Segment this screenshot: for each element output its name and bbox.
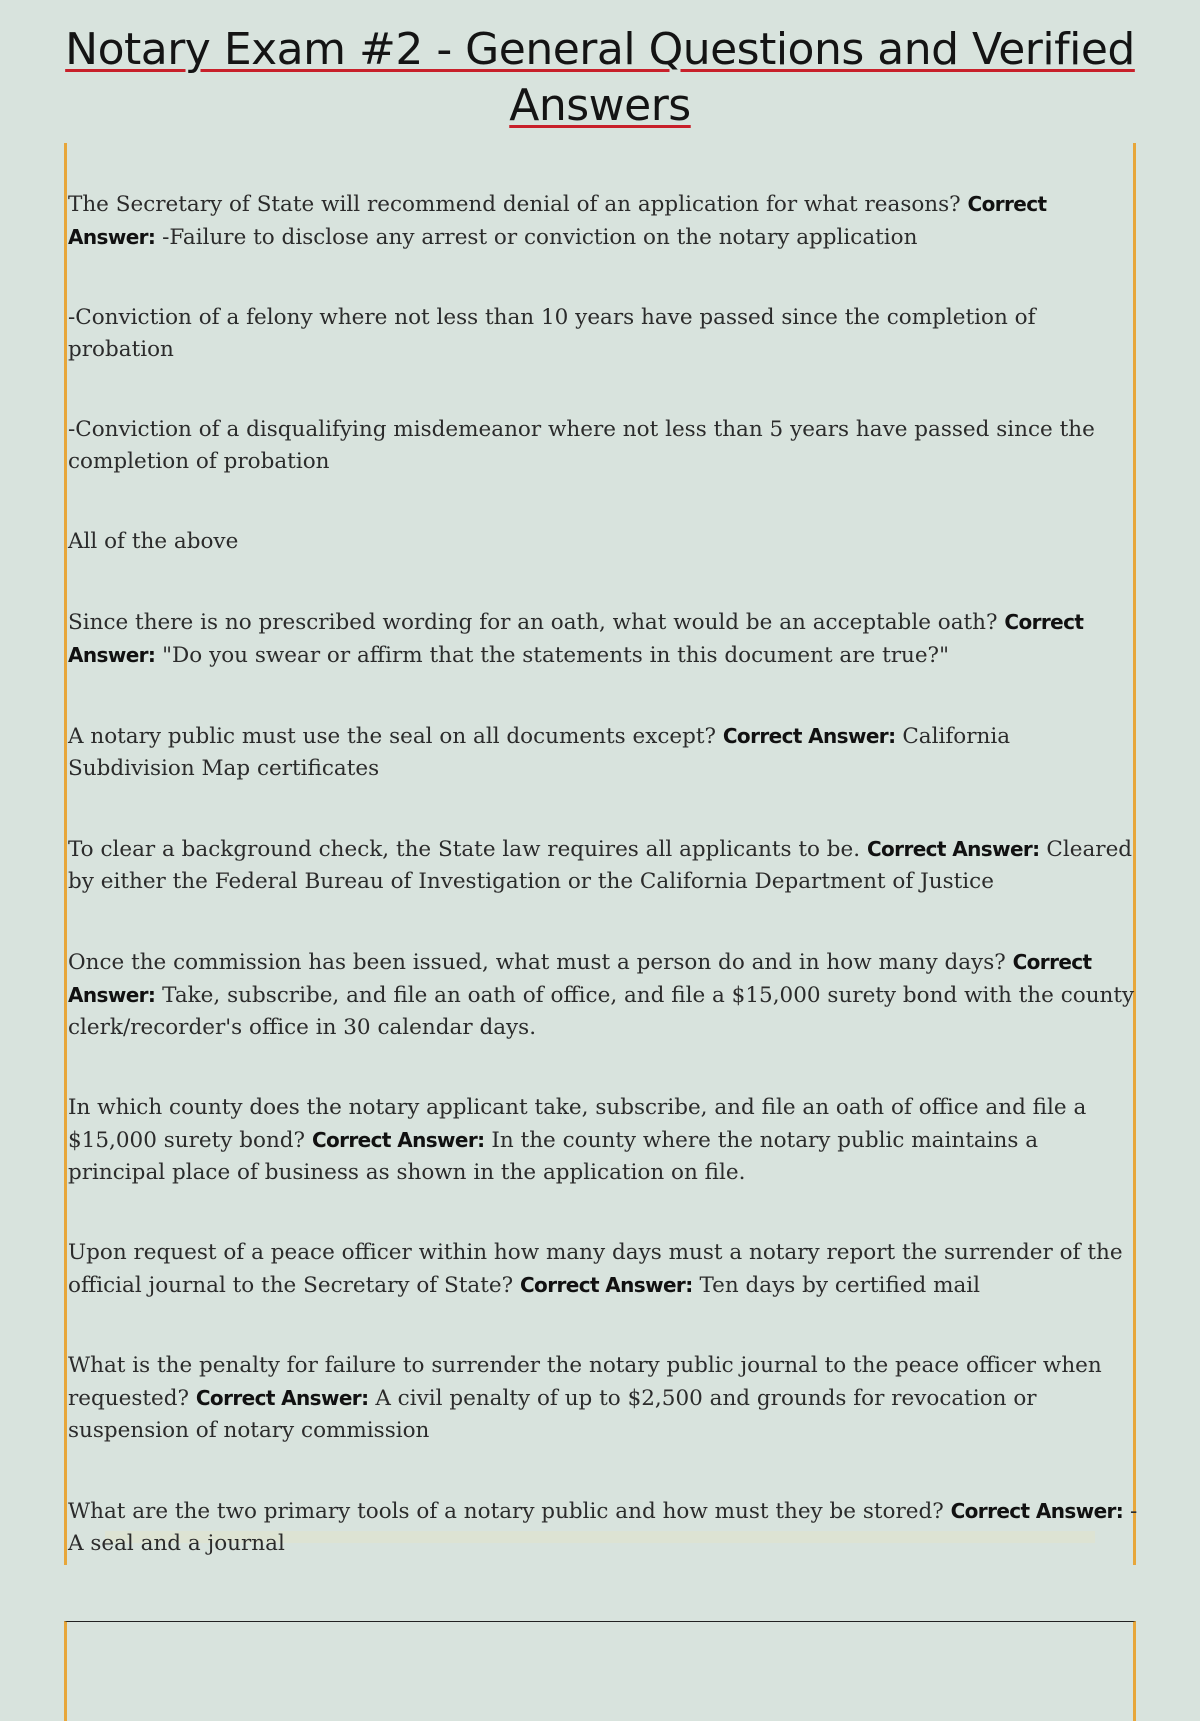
- answer-label: Correct Answer:: [311, 1128, 485, 1152]
- qa-item: [68, 1092, 1138, 1189]
- answer-label: Correct Answer:: [722, 724, 896, 748]
- answer-label: Correct Answer:: [68, 192, 1047, 249]
- answer-label: Correct Answer:: [950, 1499, 1124, 1523]
- question-text: All of the above: [68, 529, 239, 554]
- qa-item: [68, 833, 1138, 898]
- qa-item: [68, 720, 1138, 785]
- answer-text: Take, subscribe, and file an oath of office, and file a $15,000 surety bond with the county clerk/recorder's office in 30 calendar days.: [68, 983, 1135, 1040]
- answer-text: A civil penalty of up to $2,500 and grounds for revocation or suspension of notary commission: [68, 1386, 1037, 1443]
- answer-label: Correct Answer:: [68, 950, 1092, 1007]
- answer-text: Cleared by either the Federal Bureau of Investigation or the California Department of Justice: [68, 837, 1133, 894]
- question-text: Since there is no prescribed wording for an oath, what would be an acceptable oath?: [68, 610, 1005, 635]
- qa-list: [68, 188, 1138, 1608]
- answer-text: "Do you swear or affirm that the statements in this document are true?": [155, 643, 949, 668]
- answer-text: In the county where the notary public maintains a principal place of business as shown in the application on file.: [68, 1128, 1039, 1185]
- question-text: -Conviction of a disqualifying misdemeanor where not less than 5 years have passed since the completion of probation: [68, 417, 1095, 474]
- answer-label: Correct Answer:: [195, 1386, 369, 1410]
- question-text: Upon request of a peace officer within how many days must a notary report the surrender of the official journal to the Secretary of State?: [68, 1240, 1123, 1298]
- qa-item: [68, 414, 1138, 478]
- qa-item: [68, 188, 1138, 254]
- answer-label: Correct Answer:: [866, 837, 1040, 861]
- question-text: A notary public must use the seal on all documents except?: [68, 724, 723, 749]
- qa-item: [68, 606, 1138, 672]
- question-text: The Secretary of State will recommend denial of an application for what reasons?: [68, 192, 968, 217]
- page-title-text: Notary Exam #2 - General Questions and Verified Answers: [65, 24, 1135, 131]
- answer-label: Correct Answer:: [68, 610, 1084, 667]
- answer-label: Correct Answer:: [519, 1273, 693, 1297]
- question-text: To clear a background check, the State law requires all applicants to be.: [68, 837, 867, 862]
- qa-item: [68, 1495, 1138, 1560]
- question-text: What is the penalty for failure to surrender the notary public journal to the peace officer when requested?: [68, 1353, 1102, 1411]
- answer-text: California Subdivision Map certificates: [68, 724, 1011, 781]
- page-title: [0, 22, 1200, 134]
- qa-item: [68, 1237, 1138, 1302]
- qa-item: [68, 1350, 1138, 1447]
- question-text: In which county does the notary applicant take, subscribe, and file an oath of office and file a $15,000 surety bond?: [68, 1095, 1087, 1153]
- question-text: What are the two primary tools of a notary public and how must they be stored?: [68, 1499, 951, 1524]
- qa-item: [68, 526, 1138, 558]
- qa-item: [68, 946, 1138, 1044]
- qa-item: [68, 302, 1138, 366]
- answer-text: Ten days by certified mail: [692, 1273, 981, 1298]
- question-text: Once the commission has been issued, what must a person do and in how many days?: [68, 950, 1013, 975]
- answer-text: -Failure to disclose any arrest or conviction on the notary application: [155, 225, 918, 250]
- answer-text: -A seal and a journal: [68, 1499, 1138, 1556]
- next-page-frame: [64, 1621, 1136, 1721]
- question-text: -Conviction of a felony where not less than 10 years have passed since the completion of probation: [68, 305, 1036, 362]
